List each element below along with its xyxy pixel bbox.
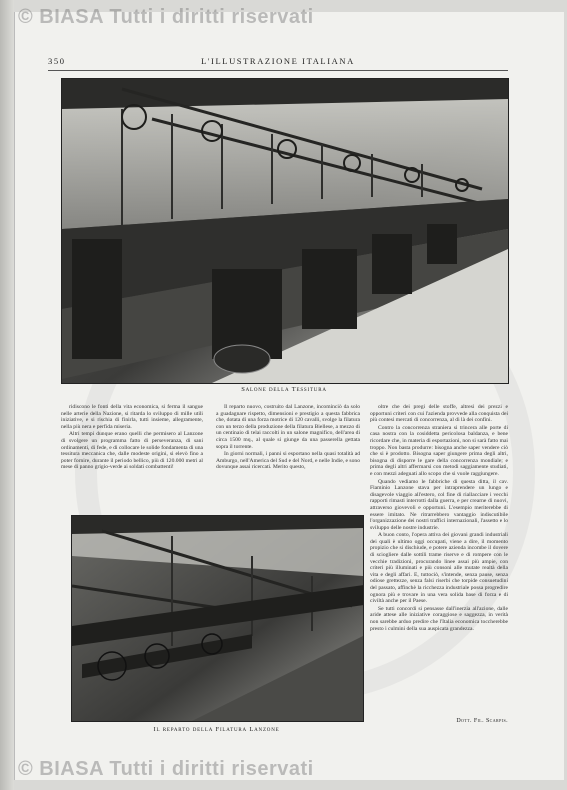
paragraph: In giorni normali, i panni si esportano nella quasi totalità ad Amburgo, nell'America del Sud e del Nord, e nelle Indie, e sono dovunque assai ricercati. Merito questo, [216, 451, 360, 471]
header-rule [48, 70, 508, 71]
page-number: 350 [48, 56, 66, 66]
paragraph: Altri tempi dunque erano quelli che permisero al Lanzone di svolgere un programma fatto di perseveranza, di sani ordinamenti, di fede, e di collocare le solide fondamenta di una tessitura meccanica che, dalle modeste origini, si elevò fino a poter fornire, durante il periodo bellico, più di 120.000 metri al mese di panno grigio-verde ai soldati combattenti! [61, 431, 203, 471]
bottom-photo-caption: Il reparto della Filatura Lanzone [153, 726, 280, 733]
paragraph: ridiscono le fonti della vita economica, si ferma il sangue nelle arterie della Nazione, si ritarda lo sviluppo di mille utili iniziative, e si rischia di finirla, tutti insieme, allegramente, nella più nera e perfida miseria. [61, 404, 203, 430]
paragraph: Il reparto nuovo, costruito dal Lanzone, incominciò da solo a guadagnare rispetto, dimensioni e prestigio a questa fabbrica che, dotata di una forza motrice di 120 cavalli, svolge la filatura con un terzo della produzione della filatura Biellese, a mezzo di un centinaio di telai raccolti in un salone magnifico, dell'area di circa 1500 mq., al quale si giunge da una passerella gettata sopra il torrente. [216, 404, 360, 450]
book-binding-edge [0, 0, 14, 790]
page-header [48, 56, 508, 68]
paragraph: A buon conto, l'opera attiva dei giovani grandi industriali dei quali è ultimo oggi occupati, viene a dire, il momento propizio che si dischiude, e potere azienda incombe il dovere di sciogliere dalle sottili trame riserve e di rompere con le vecchie tradizioni, procurando linee assai più ampie, con criteri più illuminati e più consoni alle mutate realtà della vita e degli affari. E, tuttociò, s'intende, senza pause, senza odiose grettezze, senza falsi riserbi che torpide consuetudini del passato, affinchè la ricchezza industriale possa progredire ognora più e trovare in una vera solida base di forza e di civiltà anche per il Paese. [370, 532, 508, 605]
watermark-top: © BIASA Tutti i diritti riservati [18, 6, 314, 28]
paragraph: Se tutti concordi si pensasse dall'inerzia all'azione, dalle aride attese alle iniziative coraggiose e saggezza, in verità non sarebbe arduo predire che l'Italia economica toccherebbe presto i culmini della sua auspicata grandezza. [370, 605, 508, 632]
author-signature: Dott. Fil. Scarpis. [456, 718, 508, 724]
magazine-title: L'ILLUSTRAZIONE ITALIANA [201, 56, 355, 66]
paragraph: Quando vediamo le fabbriche di questa ditta, il cav. Flaminio Lanzone stava per intraprendere un lungo e disagevole viaggio all'estero, col fine di riallacciare i vecchi rapporti rimasti interrotti dalla guerra, e per crearne di nuovi, attraverso giovevoli e opportuni. L'esempio meriterebbe di essere imitato. Ne ritrarrebbero vantaggio indiscutibile l'organizzazione dei nostri traffici internazionali, l'assetto e lo sviluppo delle nostre industrie. [370, 478, 508, 531]
weaving-hall-photo [61, 78, 509, 384]
paragraph: oltre che dei pregi delle stoffe, altresì dei prezzi e opportuni criteri con cui l'azienda provvede alla conquista dei più contesi mercati di concorrenza, al di là dei confini. [370, 404, 508, 424]
top-photo-caption: Salone della Tessitura [241, 386, 327, 393]
weaving-hall-illustration [62, 79, 508, 383]
text-column-2 [216, 404, 360, 472]
spinning-department-illustration [72, 516, 363, 721]
text-column-1 [61, 404, 203, 472]
watermark-bottom: © BIASA Tutti i diritti riservati [18, 758, 314, 780]
spinning-department-photo [71, 515, 364, 722]
paragraph: Contro la concorrenza straniera si trincera alle porte di casa nostra con la cosiddetta pericolosa baldanza, e bene ricordare che, in materia di esportazioni, non si sarà fatto mai troppo. Non basta produrre: bisogna anche saper vendere ciò che si è prodotto. Bisogna saper giungere prima degli altri, bisogna di disporre le gare della concorrenza mondiale; e prima degli altri affermarsi con metodi saggiamente studiati, e con mezzi adeguati allo scopo che si vuole raggiungere. [370, 424, 508, 477]
text-column-3 [370, 404, 508, 704]
